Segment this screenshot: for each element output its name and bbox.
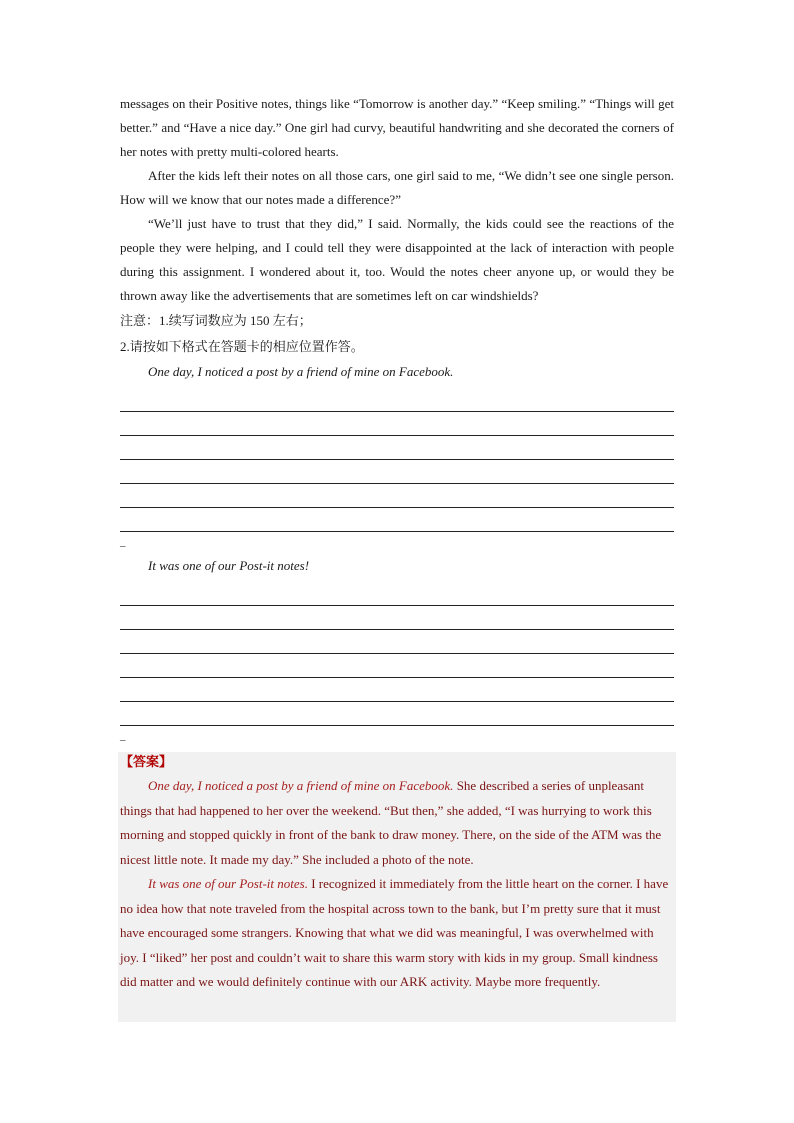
answer-p2-lead: It was one of our Post-it notes. <box>148 876 308 891</box>
document-body <box>120 92 674 744</box>
passage-paragraph-3: “We’ll just have to trust that they did,” I said. Normally, the kids could see the reactions of the people they were helping, and I could tell they were disappointed at the lack of interaction with people during this assignment. I wondered about it, too. Would the notes cheer anyone up, or would they be thrown away like the advertisements that are sometimes left on car windshields? <box>120 216 674 303</box>
answer-p1-rest: She described a series of unpleasant things that had happened to her over the weekend. “But then,” she added, “I was hurrying to work this morning and stopped quickly in front of the bank to draw money. There, on the side of the ATM was the nicest little note. It made my day.” She included a photo of the note. <box>120 778 662 867</box>
writing-line <box>120 436 674 460</box>
writing-line <box>120 630 674 654</box>
passage-paragraph-2: After the kids left their notes on all those cars, one girl said to me, “We didn’t see one single person. How will we know that our notes made a difference?” <box>120 168 674 207</box>
answer-title: 【答案】 <box>120 755 173 770</box>
answer-p2-rest: I recognized it immediately from the little heart on the corner. I have no idea how that note traveled from the hospital across town to the bank, but I’m pretty sure that it must have encouraged some strangers. Knowing that what we did was meaningful, I was overwhelmed with joy. I “liked” her post and couldn’t wait to share this warm story with kids in my group. Small kindness did matter and we would definitely continue with our ARK activity. Maybe more frequently. <box>120 876 669 989</box>
writing-line <box>120 388 674 412</box>
prompt-first: One day, I noticed a post by a friend of mine on Facebook. <box>148 364 454 379</box>
writing-lines-second <box>120 582 674 726</box>
instruction-line-1: 注意：1.续写词数应为 150 左右； <box>120 313 312 328</box>
answer-p1-lead: One day, I noticed a post by a friend of mine on Facebook. <box>148 778 454 793</box>
answer-section <box>118 752 676 1022</box>
instruction-line-2: 2.请按如下格式在答题卡的相应位置作答。 <box>120 339 364 354</box>
writing-line <box>120 606 674 630</box>
writing-line <box>120 460 674 484</box>
writing-line <box>120 582 674 606</box>
writing-line <box>120 508 674 532</box>
writing-line <box>120 412 674 436</box>
underscore-mark: _ <box>120 730 126 742</box>
writing-line <box>120 484 674 508</box>
writing-line <box>120 702 674 726</box>
underscore-mark: _ <box>120 536 126 548</box>
prompt-second: It was one of our Post-it notes! <box>148 558 310 573</box>
passage-paragraph-1: messages on their Positive notes, things like “Tomorrow is another day.” “Keep smiling.” “Things will get better.” and “Have a nice day.” One girl had curvy, beautiful handwriting and she decorated the corners of her notes with pretty multi-colored hearts. <box>120 96 674 159</box>
answer-paragraph-1 <box>120 774 674 872</box>
answer-paragraph-2 <box>120 872 674 995</box>
writing-line <box>120 678 674 702</box>
writing-lines-first <box>120 388 674 532</box>
writing-line <box>120 654 674 678</box>
